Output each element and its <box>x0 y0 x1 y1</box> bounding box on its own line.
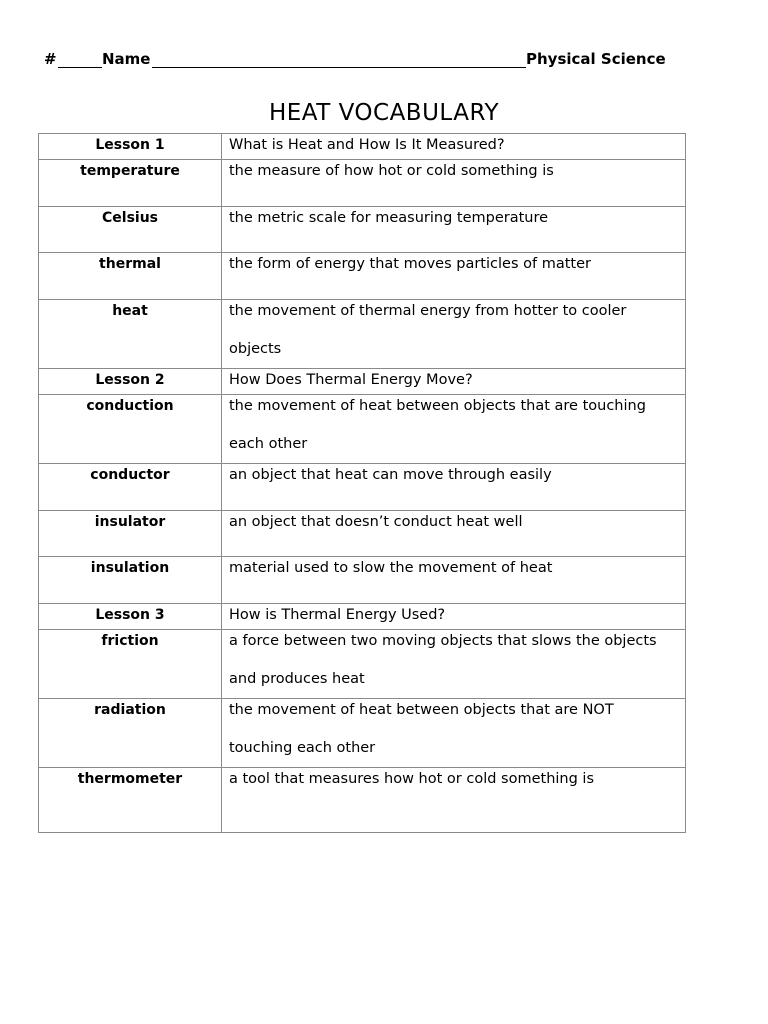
table-row <box>39 253 686 300</box>
lesson-question: How Does Thermal Energy Move? <box>222 369 686 395</box>
vocab-definition: the metric scale for measuring temperature <box>222 207 686 253</box>
lesson-heading: Lesson 1 <box>39 134 222 160</box>
course-label: Physical Science <box>526 50 666 68</box>
table-row <box>39 630 686 699</box>
table-row <box>39 699 686 768</box>
vocab-definition: the form of energy that moves particles of matter <box>222 253 686 300</box>
vocab-definition: an object that doesn’t conduct heat well <box>222 511 686 557</box>
lesson-heading: Lesson 3 <box>39 604 222 630</box>
lesson-question: How is Thermal Energy Used? <box>222 604 686 630</box>
name-label: Name <box>102 50 151 68</box>
number-label: # <box>44 50 57 68</box>
vocab-term: insulator <box>39 511 222 557</box>
table-row <box>39 369 686 395</box>
vocab-term: radiation <box>39 699 222 768</box>
vocab-term: heat <box>39 300 222 369</box>
vocab-term: Celsius <box>39 207 222 253</box>
lesson-heading: Lesson 2 <box>39 369 222 395</box>
vocab-definition: the movement of heat between objects that are touching each other <box>222 395 686 464</box>
vocab-term: temperature <box>39 160 222 207</box>
vocab-definition: material used to slow the movement of heat <box>222 557 686 604</box>
vocab-definition: the movement of thermal energy from hotter to cooler objects <box>222 300 686 369</box>
vocab-term: conduction <box>39 395 222 464</box>
vocab-term: thermometer <box>39 768 222 833</box>
table-row <box>39 511 686 557</box>
vocab-term: insulation <box>39 557 222 604</box>
table-row <box>39 300 686 369</box>
table-row <box>39 604 686 630</box>
table-row <box>39 464 686 511</box>
vocab-term: friction <box>39 630 222 699</box>
table-row <box>39 768 686 833</box>
vocab-definition: the movement of heat between objects that are NOT touching each other <box>222 699 686 768</box>
name-blank-line <box>152 67 526 68</box>
number-blank-line <box>58 67 102 68</box>
vocab-definition: a force between two moving objects that slows the objects and produces heat <box>222 630 686 699</box>
vocabulary-table <box>38 133 686 833</box>
vocab-definition: the measure of how hot or cold something is <box>222 160 686 207</box>
table-row <box>39 207 686 253</box>
vocab-definition: a tool that measures how hot or cold something is <box>222 768 686 833</box>
vocab-term: thermal <box>39 253 222 300</box>
lesson-question: What is Heat and How Is It Measured? <box>222 134 686 160</box>
vocab-term: conductor <box>39 464 222 511</box>
table-row <box>39 395 686 464</box>
page-title: HEAT VOCABULARY <box>268 100 500 126</box>
vocab-definition: an object that heat can move through easily <box>222 464 686 511</box>
table-row <box>39 557 686 604</box>
worksheet-header <box>44 50 684 72</box>
table-row <box>39 160 686 207</box>
table-row <box>39 134 686 160</box>
